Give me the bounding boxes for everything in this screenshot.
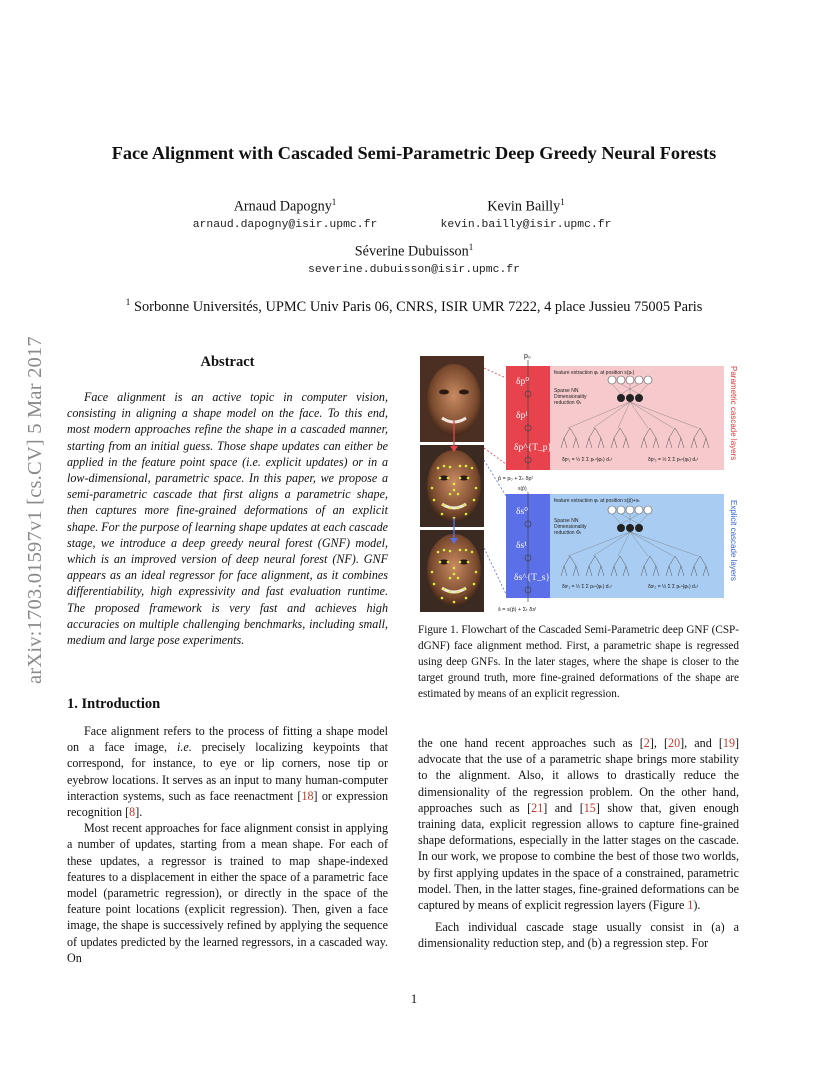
explicit-block (506, 492, 738, 602)
flowchart-diagram (418, 348, 740, 616)
explicit-step-T: δs^{T_s} (514, 573, 551, 583)
sparse-nn-label-expl-2: Dimensionality (554, 524, 587, 530)
arxiv-stamp: arXiv:1703.01597v1 [cs.CV] 5 Mar 2017 (24, 336, 46, 684)
citation-link[interactable]: 19 (722, 736, 735, 750)
param-output-2: δpᵗ₂ = ½ Σ Σ pₜⁿ(φₜ) dₙᵗ (648, 457, 699, 463)
param-step-0: δp⁰ (516, 377, 530, 387)
feat-extract-expl: feature extraction φₜ at position s(p̂)+sₜ (554, 498, 640, 504)
intro-paragraph-2: Most recent approaches for face alignment consist in applying a number of updates, starting from a mean shape. For each of these updates, a regressor is trained to map shape-indexed features to a displacement in either the space of a parametric face model (parametric regression), or directly in the space of the feature point locations (explicit regression). Then, given a face image, the shape is successively refined by applying the sequence of updates predicted by the learned regressors, in a cascaded way. On (67, 821, 388, 965)
citation-link[interactable]: 15 (583, 800, 596, 815)
citation-link[interactable]: 8 (129, 805, 136, 820)
abstract-heading: Abstract (200, 354, 255, 370)
explicit-step-1: δs¹ (516, 541, 528, 551)
feat-extract-param: feature extraction φₜ at position s(pₜ) (554, 370, 635, 376)
param-step-1: δp¹ (516, 411, 529, 421)
reduction-nodes-param (617, 394, 643, 402)
parametric-label: Parametric cascade layers (729, 366, 738, 461)
paper-title: Face Alignment with Cascaded Semi-Parametric Deep Greedy Neural Forests (111, 143, 717, 163)
s-hat-sum: ŝ = s(p̂) + Σₜ δsᵗ (498, 607, 537, 613)
citation-link[interactable]: 2 (643, 736, 650, 750)
figure-1 (418, 348, 740, 616)
param-step-T: δp^{T_p} (514, 443, 553, 453)
figure-link[interactable]: 1 (687, 898, 694, 913)
p0-label: p₀ (524, 353, 531, 360)
expl-output-2: δsᵗ₂ = ½ Σ Σ pₜⁿ(φₜ) dₙᵗ (648, 584, 698, 590)
explicit-step-0: δs⁰ (516, 507, 528, 517)
citation-link[interactable]: 20 (668, 736, 681, 750)
author-name-3: Séverine Dubuisson$^1$ (354, 242, 474, 260)
abstract-text: Face alignment is an active topic in computer vision, consisting in aligning a shape model on the face. To this end, most modern approaches refine the shape in a cascaded manner, starting from an initial guess. Those shape updates can either be applied in the feature point space (i.e. explicit updates) or in a low-dimensional, parametric space. In this paper, we propose a semi-parametric cascade that first aligns a parametric shape, then captures more fine-grained deformations of an explicit shape. For the purpose of learning shape updates at each cascade stage, we introduce a deep greedy neural forest (GNF) model, which is an improved version of deep neural forest (NF). GNF appears as an ideal regressor for face alignment, as it combines differentiability, high expressivity and fast evaluation runtime. The proposed framework is very fast and achieves high accuracies on multiple challenging benchmarks, including small, medium and large pose experiments. (67, 390, 388, 648)
intro-heading: 1. Introduction (67, 696, 161, 712)
param-output-1: δpᵗ₁ = ½ Σ Σ pₜⁿ(φₜ) dₙᵗ (562, 457, 612, 463)
parametric-block (506, 353, 738, 470)
citation-link[interactable]: 18 (301, 788, 314, 803)
author-name-2: Kevin Bailly$^1$ (487, 197, 565, 215)
intro-paragraph-1: Face alignment refers to the process of fitting a shape model on a face image, i.e. precisely localizing keypoints that correspond, for instance, to eye or lip corners, nose tip or eyebrow locations. It serves as an input to many human-computer interaction systems, such as face reenactment [18] or expression recognition [8]. (67, 724, 389, 820)
sparse-nn-label-3: reduction Φₜ (554, 400, 582, 406)
explicit-label: Explicit cascade layers (729, 500, 738, 581)
face-image-1 (420, 356, 484, 442)
reduction-nodes-expl (617, 524, 643, 532)
sparse-nn-label-2: Dimensionality (554, 394, 587, 400)
citation-link[interactable]: 21 (531, 800, 544, 815)
author-name-1: Arnaud Dapogny$^1$ (233, 197, 337, 215)
sparse-nn-label-1: Sparse NN (554, 388, 579, 394)
face-image-2 (420, 445, 484, 527)
face-image-3 (420, 530, 484, 612)
abstract-body (67, 389, 388, 648)
p-hat-sum: p̂ = p₀ + Σₜ δpᵗ (498, 476, 533, 482)
intro-right-column (418, 735, 739, 952)
author-email-1: arnaud.dapogny@isir.upmc.fr (192, 219, 378, 231)
s-init: s(p̂) (518, 486, 527, 492)
expl-output-1: δsᵗ₁ = ½ Σ Σ pₜⁿ(φₜ) dₙᵗ (562, 584, 612, 590)
intro-paragraph-4: Each individual cascade stage usually consist in (a) a dimensionality reduction step, and (b) a regression step. For (418, 920, 739, 951)
page-number: 1 (410, 992, 418, 1006)
sparse-nn-label-expl-1: Sparse NN (554, 518, 579, 524)
figure-caption: Figure 1. Flowchart of the Cascaded Semi-Parametric deep GNF (CSP-dGNF) face alignment method. First, a parametric shape is regressed using deep GNFs. In the later stages, where the shape is closer to the target ground truth, more fine-grained deformations of the shape are estimated by means of an explicit regression. (418, 624, 739, 700)
author-email-3: severine.dubuisson@isir.upmc.fr (308, 264, 520, 276)
author-email-2: kevin.bailly@isir.upmc.fr (440, 219, 612, 231)
intro-left-column (67, 723, 388, 966)
feature-nodes-expl (608, 506, 652, 514)
affiliation: $^1$ Sorbonne Universités, UPMC Univ Paris 06, CNRS, ISIR UMR 7222, 4 place Jussieu 75005 Paris (125, 298, 703, 315)
feature-nodes-param (608, 376, 652, 384)
intro-paragraph-3: the one hand recent approaches such as [2], [20], and [19] advocate that the use of a parametric shape brings more stability to the alignment. Also, it allows to drastically reduce the dimensionality of the regression problem. On the other hand, approaches such as [21] and [15] show that, given enough training data, explicit regression allows to capture fine-grained shape deformations, especially in the latter stages on the cascade. In our work, we propose to combine the best of those two worlds, by first applying updates in the space of a constrained, parametric model. Then, in the latter stages, fine-grained deformations can be captured by means of explicit regression layers (Figure 1). (418, 736, 740, 913)
sparse-nn-label-expl-3: reduction Φₜ (554, 530, 582, 536)
